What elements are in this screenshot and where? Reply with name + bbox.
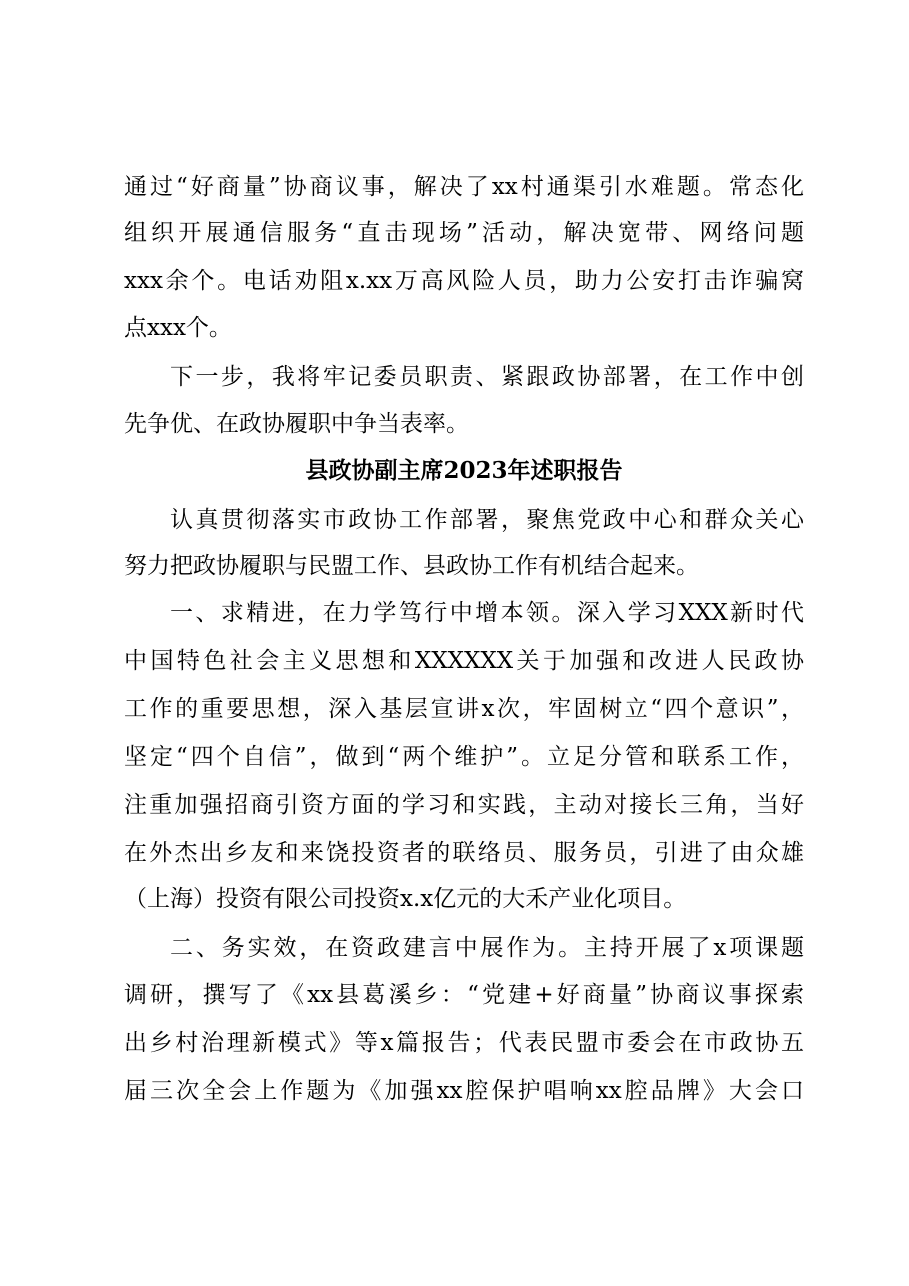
paragraph-line: 下一步，我将牢记委员职责、紧跟政协部署，在工作中创 xyxy=(170,364,804,390)
paragraph-line: 认真贯彻落实市政协工作部署，聚焦党政中心和群众关心 xyxy=(170,507,804,533)
paragraph-line: 组织开展通信服务“直击现场”活动，解决宽带、网络问题 xyxy=(124,220,804,246)
document-title: 县政协副主席2023年述职报告 xyxy=(305,457,623,484)
paragraph-line: 坚定“四个自信”，做到“两个维护”。立足分管和联系工作， xyxy=(124,744,804,770)
paragraph-line: 注重加强招商引资方面的学习和实践，主动对接长三角，当好 xyxy=(124,792,804,818)
paragraph-line: 点xxx个。 xyxy=(124,315,232,341)
paragraph-line: 调研，撰写了《xx县葛溪乡：“党建+好商量”协商议事探索 xyxy=(124,982,804,1008)
paragraph-line: 努力把政协履职与民盟工作、县政协工作有机结合起来。 xyxy=(124,553,699,579)
paragraph-line: 出乡村治理新模式》等x篇报告；代表民盟市委会在市政协五 xyxy=(124,1030,804,1056)
paragraph-line: 通过“好商量”协商议事，解决了xx村通渠引水难题。常态化 xyxy=(124,174,804,200)
paragraph-line: 工作的重要思想，深入基层宣讲x次，牢固树立“四个意识”， xyxy=(124,696,804,722)
paragraph-line: （上海）投资有限公司投资x.x亿元的大禾产业化项目。 xyxy=(124,886,687,912)
paragraph-line: 二、务实效，在资政建言中展作为。主持开展了x项课题 xyxy=(170,935,804,961)
paragraph-line: 在外杰出乡友和来饶投资者的联络员、服务员，引进了由众雄 xyxy=(124,840,804,866)
paragraph-line: xxx余个。电话劝阻x.xx万高风险人员，助力公安打击诈骗窝 xyxy=(124,268,804,294)
paragraph-line: 中国特色社会主义思想和XXXXXX关于加强和改进人民政协 xyxy=(124,648,804,674)
paragraph-line: 先争优、在政协履职中争当表率。 xyxy=(124,411,469,437)
paragraph-line: 届三次全会上作题为《加强xx腔保护唱响xx腔品牌》大会口 xyxy=(124,1078,804,1104)
paragraph-line: 一、求精进，在力学笃行中增本领。深入学习XXX新时代 xyxy=(170,600,804,626)
